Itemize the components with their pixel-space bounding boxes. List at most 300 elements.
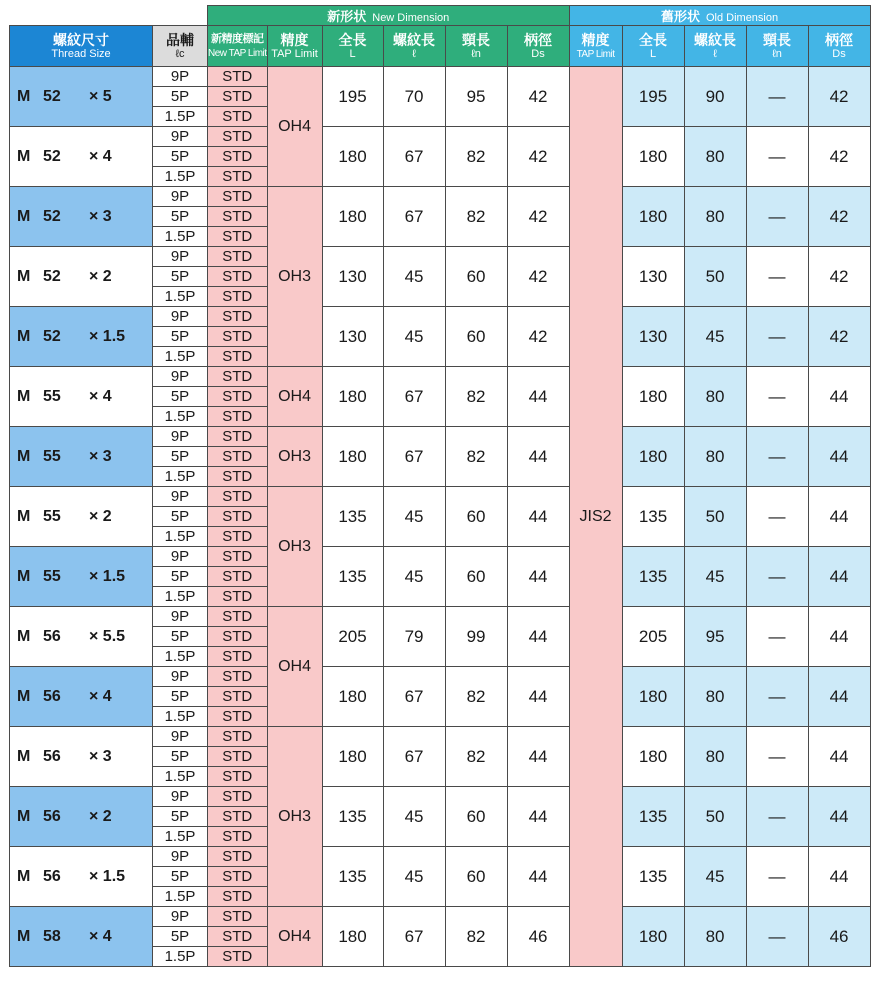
lc-value-cell: 5P (153, 327, 208, 347)
thread-size-cell (10, 607, 153, 667)
lc-value-cell: 1.5P (153, 107, 208, 127)
old-thread-length-cell: 80 (684, 187, 746, 247)
thread-size-prefix: M (17, 687, 31, 705)
new-tap-limit-cell: STD (208, 807, 268, 827)
total-length-cell: 180 (322, 367, 383, 427)
thread-size-diameter: 56 (43, 867, 61, 885)
new-tap-limit-cell: STD (208, 927, 268, 947)
old-shank-dia-cell: 44 (808, 427, 870, 487)
old-thread-length-cell: 80 (684, 127, 746, 187)
old-shank-dia-cell: 44 (808, 847, 870, 907)
old-neck-length-cell: — (746, 127, 808, 187)
new-tap-limit-cell: STD (208, 487, 268, 507)
lc-value-cell: 9P (153, 547, 208, 567)
old-neck-length-cell: — (746, 487, 808, 547)
lc-value-cell: 1.5P (153, 527, 208, 547)
new-tap-limit-cell: STD (208, 787, 268, 807)
table-row (10, 667, 871, 687)
new-tap-limit-cell: STD (208, 467, 268, 487)
thread-size-diameter: 56 (43, 687, 61, 705)
new-tap-limit-cell: STD (208, 267, 268, 287)
col-neck-length-label: 頸長 (462, 31, 491, 48)
neck-length-cell: 82 (445, 907, 507, 967)
new-tap-limit-cell: STD (208, 847, 268, 867)
thread-size-cell (10, 367, 153, 427)
thread-size-prefix: M (17, 327, 31, 345)
neck-length-cell: 82 (445, 127, 507, 187)
neck-length-cell: 82 (445, 187, 507, 247)
col-thread-size (10, 26, 153, 67)
thread-length-cell: 67 (383, 187, 445, 247)
old-neck-length-cell: — (746, 847, 808, 907)
old-dimension-header (569, 6, 870, 26)
col-old-accuracy-label: 精度 (581, 31, 610, 48)
shank-dia-cell: 44 (507, 667, 569, 727)
old-thread-length-cell: 50 (684, 247, 746, 307)
lc-value-cell: 9P (153, 67, 208, 87)
old-neck-length-cell: — (746, 907, 808, 967)
col-shank-dia-sub: Ds (531, 47, 545, 60)
shank-dia-cell: 42 (507, 187, 569, 247)
total-length-cell: 130 (322, 307, 383, 367)
lc-value-cell: 9P (153, 187, 208, 207)
new-tap-limit-cell: STD (208, 907, 268, 927)
new-tap-limit-cell: STD (208, 647, 268, 667)
neck-length-cell: 60 (445, 307, 507, 367)
col-accuracy-label: 精度 (280, 31, 309, 48)
shank-dia-cell: 44 (507, 787, 569, 847)
new-dimension-title: 新形状 (327, 9, 367, 24)
new-tap-limit-cell: STD (208, 227, 268, 247)
lc-value-cell: 9P (153, 847, 208, 867)
new-tap-limit-cell: STD (208, 247, 268, 267)
new-tap-limit-cell: STD (208, 147, 268, 167)
lc-value-cell: 1.5P (153, 287, 208, 307)
thread-size-prefix: M (17, 87, 31, 105)
thread-length-cell: 45 (383, 787, 445, 847)
table-row (10, 427, 871, 447)
thread-length-cell: 67 (383, 127, 445, 187)
tap-spec-table (9, 5, 871, 967)
group-header-row (10, 6, 871, 26)
lc-value-cell: 9P (153, 247, 208, 267)
new-tap-limit-cell: STD (208, 87, 268, 107)
thread-length-cell: 67 (383, 907, 445, 967)
new-tap-limit-cell: STD (208, 407, 268, 427)
old-total-length-cell: 130 (622, 247, 684, 307)
lc-value-cell: 1.5P (153, 407, 208, 427)
new-tap-limit-cell: STD (208, 547, 268, 567)
col-old-thread-length (684, 26, 746, 67)
thread-size-cell (10, 67, 153, 127)
thread-size-pitch: × 1.5 (89, 567, 126, 585)
new-tap-limit-cell: STD (208, 287, 268, 307)
new-tap-limit-cell: STD (208, 367, 268, 387)
col-neck-length-sub: ℓn (471, 47, 481, 60)
thread-size-diameter: 52 (43, 267, 61, 285)
thread-size-diameter: 55 (43, 447, 61, 465)
col-thread-length (383, 26, 445, 67)
old-thread-length-cell: 90 (684, 67, 746, 127)
table-row (10, 187, 871, 207)
new-tap-limit-cell: STD (208, 667, 268, 687)
old-shank-dia-cell: 44 (808, 727, 870, 787)
new-tap-limit-cell: STD (208, 767, 268, 787)
old-thread-length-cell: 80 (684, 667, 746, 727)
thread-size-prefix: M (17, 267, 31, 285)
lc-value-cell: 1.5P (153, 227, 208, 247)
old-total-length-cell: 135 (622, 547, 684, 607)
thread-size-diameter: 56 (43, 627, 61, 645)
total-length-cell: 195 (322, 67, 383, 127)
col-old-neck-length-label: 頸長 (763, 31, 792, 48)
table-row (10, 67, 871, 87)
thread-size-pitch: × 2 (89, 507, 112, 525)
col-shank-dia (507, 26, 569, 67)
lc-value-cell: 9P (153, 127, 208, 147)
thread-size-pitch: × 3 (89, 447, 112, 465)
accuracy-cell: OH3 (267, 187, 322, 367)
new-tap-limit-cell: STD (208, 107, 268, 127)
total-length-cell: 180 (322, 427, 383, 487)
neck-length-cell: 95 (445, 67, 507, 127)
old-total-length-cell: 195 (622, 67, 684, 127)
lc-value-cell: 1.5P (153, 947, 208, 967)
new-tap-limit-cell: STD (208, 167, 268, 187)
new-tap-limit-cell: STD (208, 627, 268, 647)
old-neck-length-cell: — (746, 367, 808, 427)
thread-size-prefix: M (17, 507, 31, 525)
old-total-length-cell: 180 (622, 667, 684, 727)
old-thread-length-cell: 50 (684, 787, 746, 847)
old-shank-dia-cell: 46 (808, 907, 870, 967)
old-thread-length-cell: 50 (684, 487, 746, 547)
lc-value-cell: 5P (153, 567, 208, 587)
neck-length-cell: 60 (445, 847, 507, 907)
old-neck-length-cell: — (746, 607, 808, 667)
old-thread-length-cell: 95 (684, 607, 746, 667)
new-tap-limit-cell: STD (208, 587, 268, 607)
thread-size-pitch: × 5.5 (89, 627, 126, 645)
thread-length-cell: 45 (383, 547, 445, 607)
thread-length-cell: 45 (383, 847, 445, 907)
thread-size-diameter: 55 (43, 567, 61, 585)
thread-size-pitch: × 3 (89, 207, 112, 225)
thread-size-diameter: 52 (43, 207, 61, 225)
thread-size-cell (10, 187, 153, 247)
old-total-length-cell: 180 (622, 727, 684, 787)
col-new-tap-limit-label: 新精度標記 (211, 33, 264, 45)
accuracy-cell: OH3 (267, 487, 322, 607)
old-total-length-cell: 180 (622, 127, 684, 187)
old-neck-length-cell: — (746, 547, 808, 607)
thread-size-prefix: M (17, 807, 31, 825)
thread-length-cell: 67 (383, 367, 445, 427)
col-new-tap-limit-en: New TAP Limit (208, 48, 267, 59)
col-total-length-sub: L (349, 47, 356, 60)
old-total-length-cell: 180 (622, 367, 684, 427)
new-dimension-header (208, 6, 570, 26)
old-shank-dia-cell: 42 (808, 247, 870, 307)
lc-value-cell: 5P (153, 387, 208, 407)
old-shank-dia-cell: 44 (808, 487, 870, 547)
thread-length-cell: 45 (383, 247, 445, 307)
shank-dia-cell: 42 (507, 247, 569, 307)
total-length-cell: 180 (322, 667, 383, 727)
col-thread-size-label-en: Thread Size (51, 47, 111, 60)
thread-size-cell (10, 787, 153, 847)
new-tap-limit-cell: STD (208, 867, 268, 887)
thread-size-pitch: × 4 (89, 387, 112, 405)
thread-size-prefix: M (17, 927, 31, 945)
lc-value-cell: 9P (153, 667, 208, 687)
accuracy-cell: OH4 (267, 907, 322, 967)
old-total-length-cell: 205 (622, 607, 684, 667)
col-old-accuracy-en: TAP Limit (576, 48, 615, 60)
thread-size-pitch: × 2 (89, 807, 112, 825)
lc-value-cell: 1.5P (153, 347, 208, 367)
thread-size-diameter: 56 (43, 747, 61, 765)
thread-size-cell (10, 427, 153, 487)
old-shank-dia-cell: 44 (808, 607, 870, 667)
new-tap-limit-cell: STD (208, 887, 268, 907)
old-shank-dia-cell: 44 (808, 367, 870, 427)
lc-value-cell: 1.5P (153, 707, 208, 727)
col-total-length-label: 全長 (338, 31, 367, 48)
col-thread-length-label: 螺紋長 (393, 31, 436, 48)
lc-value-cell: 5P (153, 627, 208, 647)
total-length-cell: 180 (322, 187, 383, 247)
old-dimension-title: 舊形状 (660, 9, 700, 24)
old-thread-length-cell: 80 (684, 427, 746, 487)
thread-size-cell (10, 547, 153, 607)
thread-size-prefix: M (17, 747, 31, 765)
total-length-cell: 180 (322, 127, 383, 187)
col-thread-size-label: 螺紋尺寸 (53, 31, 109, 48)
old-thread-length-cell: 45 (684, 547, 746, 607)
thread-size-cell (10, 847, 153, 907)
old-neck-length-cell: — (746, 667, 808, 727)
new-tap-limit-cell: STD (208, 387, 268, 407)
neck-length-cell: 60 (445, 787, 507, 847)
total-length-cell: 135 (322, 487, 383, 547)
old-shank-dia-cell: 42 (808, 307, 870, 367)
lc-value-cell: 9P (153, 427, 208, 447)
header-spacer (10, 6, 208, 26)
lc-value-cell: 9P (153, 367, 208, 387)
col-thread-length-sub: ℓ (412, 47, 416, 60)
old-neck-length-cell: — (746, 727, 808, 787)
col-hinban-label: 品輔 (166, 31, 194, 48)
lc-value-cell: 5P (153, 207, 208, 227)
old-total-length-cell: 180 (622, 907, 684, 967)
new-tap-limit-cell: STD (208, 727, 268, 747)
lc-value-cell: 9P (153, 487, 208, 507)
lc-value-cell: 9P (153, 307, 208, 327)
total-length-cell: 135 (322, 847, 383, 907)
old-total-length-cell: 135 (622, 487, 684, 547)
accuracy-cell: OH4 (267, 607, 322, 727)
new-tap-limit-cell: STD (208, 447, 268, 467)
old-total-length-cell: 180 (622, 427, 684, 487)
thread-size-cell (10, 487, 153, 547)
old-shank-dia-cell: 44 (808, 787, 870, 847)
old-neck-length-cell: — (746, 427, 808, 487)
new-tap-limit-cell: STD (208, 187, 268, 207)
thread-size-pitch: × 4 (89, 687, 112, 705)
old-accuracy-cell: JIS2 (569, 67, 622, 967)
lc-value-cell: 9P (153, 787, 208, 807)
lc-value-cell: 1.5P (153, 647, 208, 667)
col-hinban (153, 26, 208, 67)
lc-value-cell: 1.5P (153, 827, 208, 847)
old-thread-length-cell: 80 (684, 367, 746, 427)
thread-size-cell (10, 667, 153, 727)
table-row (10, 127, 871, 147)
thread-length-cell: 45 (383, 307, 445, 367)
total-length-cell: 205 (322, 607, 383, 667)
thread-size-diameter: 52 (43, 147, 61, 165)
old-neck-length-cell: — (746, 307, 808, 367)
new-tap-limit-cell: STD (208, 507, 268, 527)
old-neck-length-cell: — (746, 247, 808, 307)
lc-value-cell: 1.5P (153, 467, 208, 487)
thread-size-pitch: × 4 (89, 927, 112, 945)
thread-size-cell (10, 307, 153, 367)
new-tap-limit-cell: STD (208, 687, 268, 707)
shank-dia-cell: 44 (507, 847, 569, 907)
shank-dia-cell: 46 (507, 907, 569, 967)
thread-size-prefix: M (17, 447, 31, 465)
new-tap-limit-cell: STD (208, 327, 268, 347)
shank-dia-cell: 44 (507, 547, 569, 607)
new-tap-limit-cell: STD (208, 707, 268, 727)
col-shank-dia-label: 柄徑 (524, 31, 553, 48)
neck-length-cell: 60 (445, 247, 507, 307)
thread-size-prefix: M (17, 147, 31, 165)
lc-value-cell: 5P (153, 687, 208, 707)
neck-length-cell: 82 (445, 427, 507, 487)
lc-value-cell: 5P (153, 747, 208, 767)
old-shank-dia-cell: 42 (808, 187, 870, 247)
accuracy-cell: OH4 (267, 367, 322, 427)
thread-size-prefix: M (17, 627, 31, 645)
old-shank-dia-cell: 42 (808, 67, 870, 127)
thread-size-pitch: × 1.5 (89, 867, 126, 885)
new-tap-limit-cell: STD (208, 747, 268, 767)
lc-value-cell: 5P (153, 267, 208, 287)
old-thread-length-cell: 80 (684, 727, 746, 787)
total-length-cell: 180 (322, 907, 383, 967)
thread-size-cell (10, 907, 153, 967)
col-old-total-length (622, 26, 684, 67)
thread-length-cell: 70 (383, 67, 445, 127)
col-old-accuracy (569, 26, 622, 67)
thread-size-cell (10, 727, 153, 787)
thread-size-diameter: 52 (43, 87, 61, 105)
old-shank-dia-cell: 44 (808, 547, 870, 607)
new-tap-limit-cell: STD (208, 207, 268, 227)
table-row (10, 247, 871, 267)
table-row (10, 487, 871, 507)
shank-dia-cell: 42 (507, 127, 569, 187)
table-row (10, 607, 871, 627)
table-row (10, 907, 871, 927)
lc-value-cell: 1.5P (153, 587, 208, 607)
neck-length-cell: 99 (445, 607, 507, 667)
shank-dia-cell: 44 (507, 427, 569, 487)
new-tap-limit-cell: STD (208, 947, 268, 967)
col-old-thread-length-label: 螺紋長 (694, 31, 737, 48)
old-total-length-cell: 130 (622, 307, 684, 367)
accuracy-cell: OH3 (267, 427, 322, 487)
thread-size-prefix: M (17, 567, 31, 585)
shank-dia-cell: 44 (507, 487, 569, 547)
thread-length-cell: 79 (383, 607, 445, 667)
new-tap-limit-cell: STD (208, 307, 268, 327)
thread-size-cell (10, 127, 153, 187)
column-header-row (10, 26, 871, 67)
lc-value-cell: 5P (153, 87, 208, 107)
col-old-neck-length (746, 26, 808, 67)
total-length-cell: 135 (322, 547, 383, 607)
lc-value-cell: 5P (153, 447, 208, 467)
thread-size-pitch: × 3 (89, 747, 112, 765)
thread-size-diameter: 52 (43, 327, 61, 345)
accuracy-cell: OH4 (267, 67, 322, 187)
old-shank-dia-cell: 42 (808, 127, 870, 187)
thread-size-pitch: × 2 (89, 267, 112, 285)
table-row (10, 367, 871, 387)
accuracy-cell: OH3 (267, 727, 322, 907)
old-thread-length-cell: 80 (684, 907, 746, 967)
lc-value-cell: 5P (153, 147, 208, 167)
new-tap-limit-cell: STD (208, 427, 268, 447)
total-length-cell: 135 (322, 787, 383, 847)
new-dimension-title-en: New Dimension (372, 12, 450, 24)
table-row (10, 727, 871, 747)
thread-size-pitch: × 4 (89, 147, 112, 165)
lc-value-cell: 9P (153, 727, 208, 747)
neck-length-cell: 82 (445, 367, 507, 427)
lc-value-cell: 5P (153, 507, 208, 527)
total-length-cell: 180 (322, 727, 383, 787)
old-neck-length-cell: — (746, 187, 808, 247)
col-old-shank-dia-sub: Ds (832, 47, 846, 60)
thread-size-diameter: 56 (43, 807, 61, 825)
old-total-length-cell: 180 (622, 187, 684, 247)
old-thread-length-cell: 45 (684, 307, 746, 367)
new-tap-limit-cell: STD (208, 827, 268, 847)
shank-dia-cell: 44 (507, 367, 569, 427)
shank-dia-cell: 42 (507, 67, 569, 127)
lc-value-cell: 1.5P (153, 887, 208, 907)
old-thread-length-cell: 45 (684, 847, 746, 907)
thread-length-cell: 67 (383, 427, 445, 487)
total-length-cell: 130 (322, 247, 383, 307)
old-neck-length-cell: — (746, 787, 808, 847)
neck-length-cell: 82 (445, 727, 507, 787)
new-tap-limit-cell: STD (208, 607, 268, 627)
thread-size-prefix: M (17, 867, 31, 885)
col-old-neck-length-sub: ℓn (772, 47, 782, 60)
lc-value-cell: 9P (153, 607, 208, 627)
lc-value-cell: 1.5P (153, 767, 208, 787)
new-tap-limit-cell: STD (208, 527, 268, 547)
col-total-length (322, 26, 383, 67)
lc-value-cell: 5P (153, 867, 208, 887)
thread-size-cell (10, 247, 153, 307)
